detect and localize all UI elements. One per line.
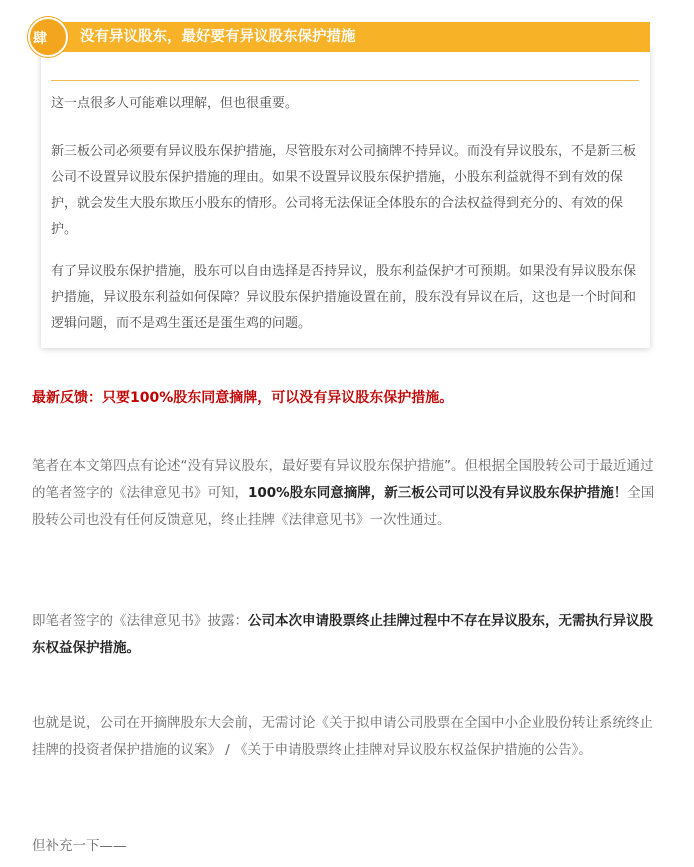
section-title: 没有异议股东，最好要有异议股东保护措施 [80, 29, 356, 45]
body-paragraph-2: 即笔者签字的《法律意见书》披露：公司本次申请股票终止挂牌过程中不存在异议股东，无需执行异议股东权益保护措施。 [32, 613, 653, 656]
body-paragraph-4: 但补充一下—— [32, 838, 127, 854]
body-paragraph-3: 也就是说，公司在开摘牌股东大会前，无需讨论《关于拟申请公司股票在全国中小企业股份转让系统终止挂牌的投资者保护措施的议案》 / 《关于申请股票终止挂牌对异议股东权益保护措施的公告》。 [32, 715, 653, 758]
card-paragraph-1: 这一点很多人可能难以理解，但也很重要。 [51, 96, 299, 111]
card-paragraph-3: 有了异议股东保护措施，股东可以自由选择是否持异议，股东利益保护才可预期。如果没有异议股东保护措施，异议股东利益如何保障？异议股东保护措施设置在前，股东没有异议在后，这也是一个时间和逻辑问题，而不是鸡生蛋还是蛋生鸡的问题。 [51, 264, 637, 331]
card-paragraph-2: 新三板公司必须要有异议股东保护措施，尽管股东对公司摘牌不持异议。而没有异议股东，不是新三板公司不设置异议股东保护措施的理由。如果不设置异议股东保护措施，小股东利益就得不到有效的保护，就会发生大股东欺压小股东的情形。公司将无法保证全体股东的合法权益得到充分的、有效的保护。 [51, 144, 637, 237]
section-title-banner [41, 22, 650, 52]
card-divider [51, 80, 639, 81]
latest-feedback: 最新反馈：只要100%股东同意摘牌，可以没有异议股东保护措施。 [32, 390, 454, 406]
section-number-badge: 肆 [28, 17, 68, 57]
body-paragraph-1: 笔者在本文第四点有论述“没有异议股东，最好要有异议股东保护措施”。但根据全国股转公司于最近通过的笔者签字的《法律意见书》可知，100%股东同意摘牌，新三板公司可以没有异议股东保护措施！全国股转公司也没有任何反馈意见，终止挂牌《法律意见书》一次性通过。 [32, 458, 655, 528]
